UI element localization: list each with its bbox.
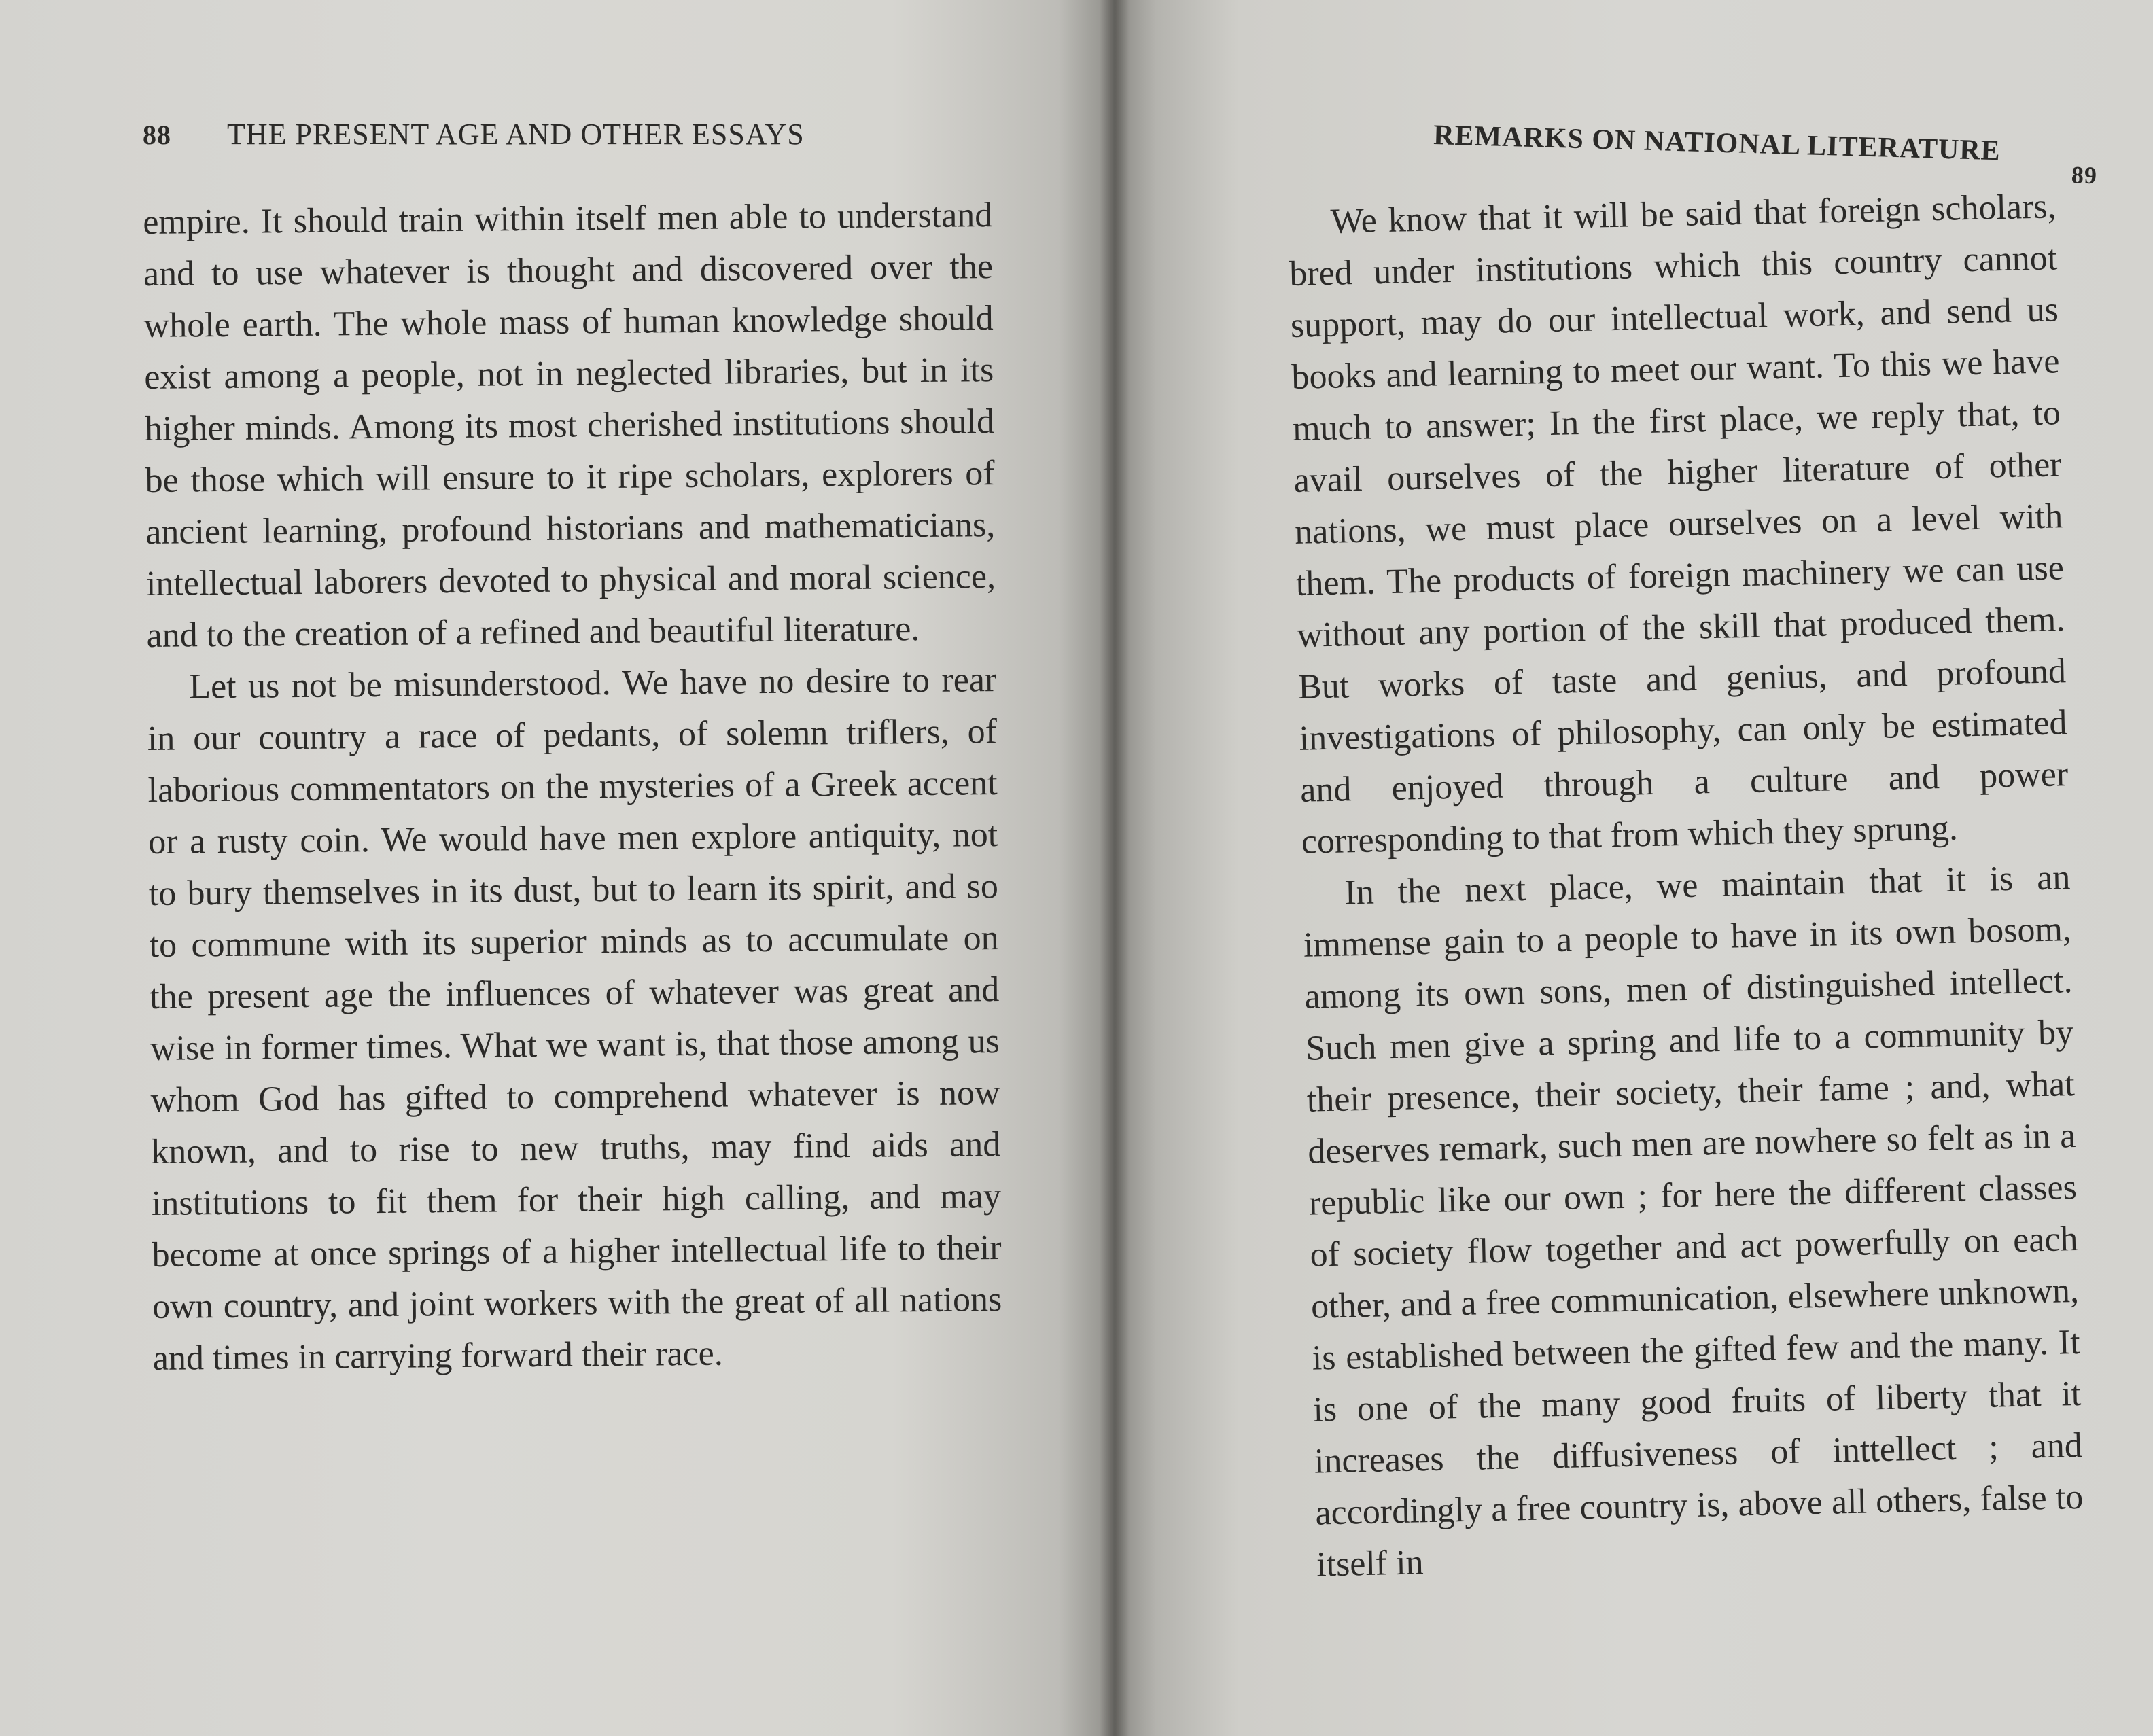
right-paragraph-1: We know that it will be said that foreign scholars, bred under institutions which this country cannot support, may do our intellectual work, and send us books and learning to meet our want. To this we have much to answer; In the first place, we reply that, to avail ourselves of the higher literature of other nations, we must place ourselves on a level with them. The products of foreign machinery we can use without any portion of the skill that produced them. But works of taste and genius, and profound investigations of philosophy, can only be estimated and enjoyed through a culture and power corresponding to that from which they sprung. [1289,187,2069,862]
right-page [1115,0,2153,1736]
left-page-number: 88 [143,120,171,150]
left-running-head: THE PRESENT AGE AND OTHER ESSAYS [227,118,805,151]
book-gutter-shadow [1100,0,1130,1736]
right-page-body [1288,181,2085,1591]
left-page-header [143,117,985,152]
left-paragraph-1: empire. It should train within itself men able to understand and to use whatever is thought and discovered over the whole earth. The whole mass of human knowledge should exist among a people, not in neglected libraries, but in its higher minds. Among its most cherished institutions should be those which will ensure to it ripe scholars, explorers of ancient learning, profound historians and mathematicians, intellectual laborers devoted to physical and moral science, and to the creation of a refined and beautiful literature. [143,196,996,655]
left-paragraph-2: Let us not be misunderstood. We have no desire to rear in our country a race of pedants, of solemn triflers, of laborious commentators on the mysteries of a Greek accent or a rusty coin. We would have men explore antiquity, not to bury themselves in its dust, but to learn its spirit, and so to commune with its superior minds as to accumulate on the present age the influences of whatever was great and wise in former times. What we want is, that those among us whom God has gifted to comprehend whatever is now known, and to rise to new truths, may find aids and institutions to fit them for their high calling, and may become at once springs of a higher intellectual life to their own country, and joint workers with the great of all nations and times in carrying forward their race. [147,660,1002,1378]
right-paragraph-2: In the next place, we maintain that it is an immense gain to a people to have in its own bosom, among its own sons, men of distinguished intellect. Such men give a spring and life to a community by their presence, their society, their fame ; and, what deserves remark, such men are nowhere so felt as in a republic like our own ; for here the different classes of society flow together and act powerfully on each other, and a free communication, elsewhere unknown, is established between the gifted few and the many. It is one of the many good fruits of liberty that it increases the diffusiveness of inttellect ; and accordingly a free country is, above all others, false to itself in [1303,858,2084,1584]
right-page-header [1433,117,2127,190]
left-page-body [143,190,1002,1385]
right-running-head: REMARKS ON NATIONAL LITERATURE [1433,119,2001,167]
right-page-number: 89 [2071,161,2098,190]
